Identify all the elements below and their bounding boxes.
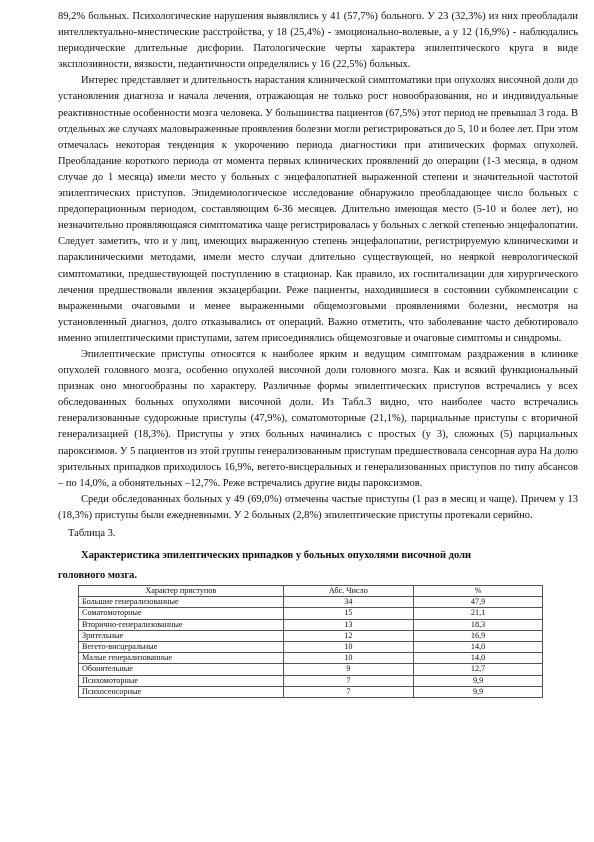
cell-abs-count: 13 [283,619,414,630]
paragraph-symptom-duration: Интерес представляет и длительность нарастания клинической симптоматики при опухолях височной доли до установления диагноза и начала лечения, отражающая не только рост новообразования, но и индивидуальные реактивностные особенности мозга человека. У большинства пациентов (67,5%) этот период не превышал 3 года. В отдельных же случаях маловыраженные проявления болезни могли регистрироваться до 5, 10 и более лет. При этом отмечалась некоторая тенденция к укорочению периода диагностики при атипических формах опухолей. Преобладание короткого периода от момента первых клинических проявлений до операции (1-3 месяца, в одном случае до 1 месяца) имели место у больных с энцефалопатией выраженной степени и значительной частотой эпилептических приступов. Эпидемиологическое исследование обнаружило преобладающее число больных с предоперационным периодом, составляющим 6-36 месяцев. Длительно имеющая место (5-10 и более лет), но незначительно проявляющаяся симптоматика чаще регистрировалась у больных с легкой степенью энцефалопатии. Следует заметить, что и у лиц, имеющих выраженную степень энцефалопатии, регистрируемую клиническими и параклиническими методами, имели место случаи длительно существующей, но неяркой неврологической симптоматики, предшествующей поступлению в стационар. Как правило, их госпитализации для хирургического лечения предшествовали явления экзацербации. Реже пациенты, находившиеся в состоянии субкомпенсации с выраженными очаговыми и менее выраженными общемозговыми проявлениями болезни, несмотря на установленный диагноз, долго отказывались от операций. Важно отметить, что заболевание часто дебютировало именно эпилептическими приступами, затем присоединялись общемозговые и очаговые симптомы и синдромы. [58,75,578,344]
table-heading: Характеристика эпилептических припадков у больных опухолями височной доли [81,550,472,561]
cell-seizure-type: Малые генерализованные [79,653,284,664]
table-row [79,675,543,686]
cell-seizure-type: Психосенсорные [79,686,284,697]
cell-percent: 9,9 [414,675,543,686]
cell-seizure-type: Вегето-висцеральные [79,642,284,653]
cell-abs-count: 7 [283,675,414,686]
paragraph-epileptic-seizures: Эпилептические приступы относятся к наиболее ярким и ведущим симптомам раздражения в клинике опухолей головного мозга, особенно опухолей височной доли головного мозга. Как и всякий функциональный признак оно многообразны по характеру. Различные формы эпилептических приступов встречались у всех обследованных больных опухолями височной доли. Из Табл.3 видно, что наиболее часто встречались генерализованные судорожные приступы (47,9%), соматомоторные (21,1%), парциальные приступы с вторичной генерализацией (18,3%). Приступы у этих больных начинались с простых (у 3), сложных (5) парциальных пароксизмов. У 5 пациентов из этой группы генерализованным приступам предшествовала сенсорная аура На долю зрительных припадков приходилось 16,9%, вегето-висцеральных и генерализованных приступов по типу абсансов – по 14,0%, а обонятельных –12,7%. Реже встречались другие виды пароксизмов. [58,348,578,489]
table-row [79,608,543,619]
cell-seizure-type: Обонятельные [79,664,284,675]
cell-seizure-type: Вторично-генерализованные [79,619,284,630]
document-page [58,9,578,698]
table-row [79,686,543,697]
cell-seizure-type: Зрительные [79,630,284,641]
table-row [79,630,543,641]
cell-seizure-type: Психомоторные [79,675,284,686]
cell-abs-count: 15 [283,608,414,619]
seizure-characteristics-table [78,585,543,698]
cell-percent: 18,3 [414,619,543,630]
paragraph-psychological-disorders: 89,2% больных. Психологические нарушения выявлялись у 41 (57,7%) больного. У 23 (32,3%) из них преобладали интеллектуально-мнестические расстройства, у 18 (25,4%) - эмоционально-волевые, а у 12 (16,9%) - наблюдались периодические длительные дисфории. Патологические черты характера эпилептического круга в виде эксплозивности, вязкости, педантичности определялись у 16 (22,5%) больных. [58,11,578,71]
table-row [79,664,543,675]
cell-abs-count: 10 [283,653,414,664]
table-row [79,642,543,653]
cell-percent: 47,9 [414,597,543,608]
paragraph-seizure-frequency: Среди обследованных больных у 49 (69,0%) отмечены частые приступы (1 раз в месяц и чаще). Причем у 13 (18,3%) приступы были ежедневными. У 2 больных (2,8%) эпилептические приступы протекали серийно. [58,493,578,521]
table-heading-continuation: головного мозга. [58,570,137,581]
cell-percent: 21,1 [414,608,543,619]
cell-abs-count: 9 [283,664,414,675]
table-row [79,653,543,664]
header-seizure-type: Характер приступов [79,586,284,597]
cell-seizure-type: Соматомоторные [79,608,284,619]
table-row [79,619,543,630]
cell-abs-count: 10 [283,642,414,653]
cell-percent: 14,0 [414,653,543,664]
table-row [79,597,543,608]
cell-seizure-type: Большие генерализованные [79,597,284,608]
cell-percent: 9,9 [414,686,543,697]
cell-percent: 14,0 [414,642,543,653]
cell-abs-count: 7 [283,686,414,697]
cell-abs-count: 12 [283,630,414,641]
cell-abs-count: 34 [283,597,414,608]
table-header-row [79,586,543,597]
table-caption: Таблица 3. [68,528,116,539]
cell-percent: 16,9 [414,630,543,641]
header-abs-count: Абс. Число [283,586,414,597]
header-percent: % [414,586,543,597]
cell-percent: 12,7 [414,664,543,675]
